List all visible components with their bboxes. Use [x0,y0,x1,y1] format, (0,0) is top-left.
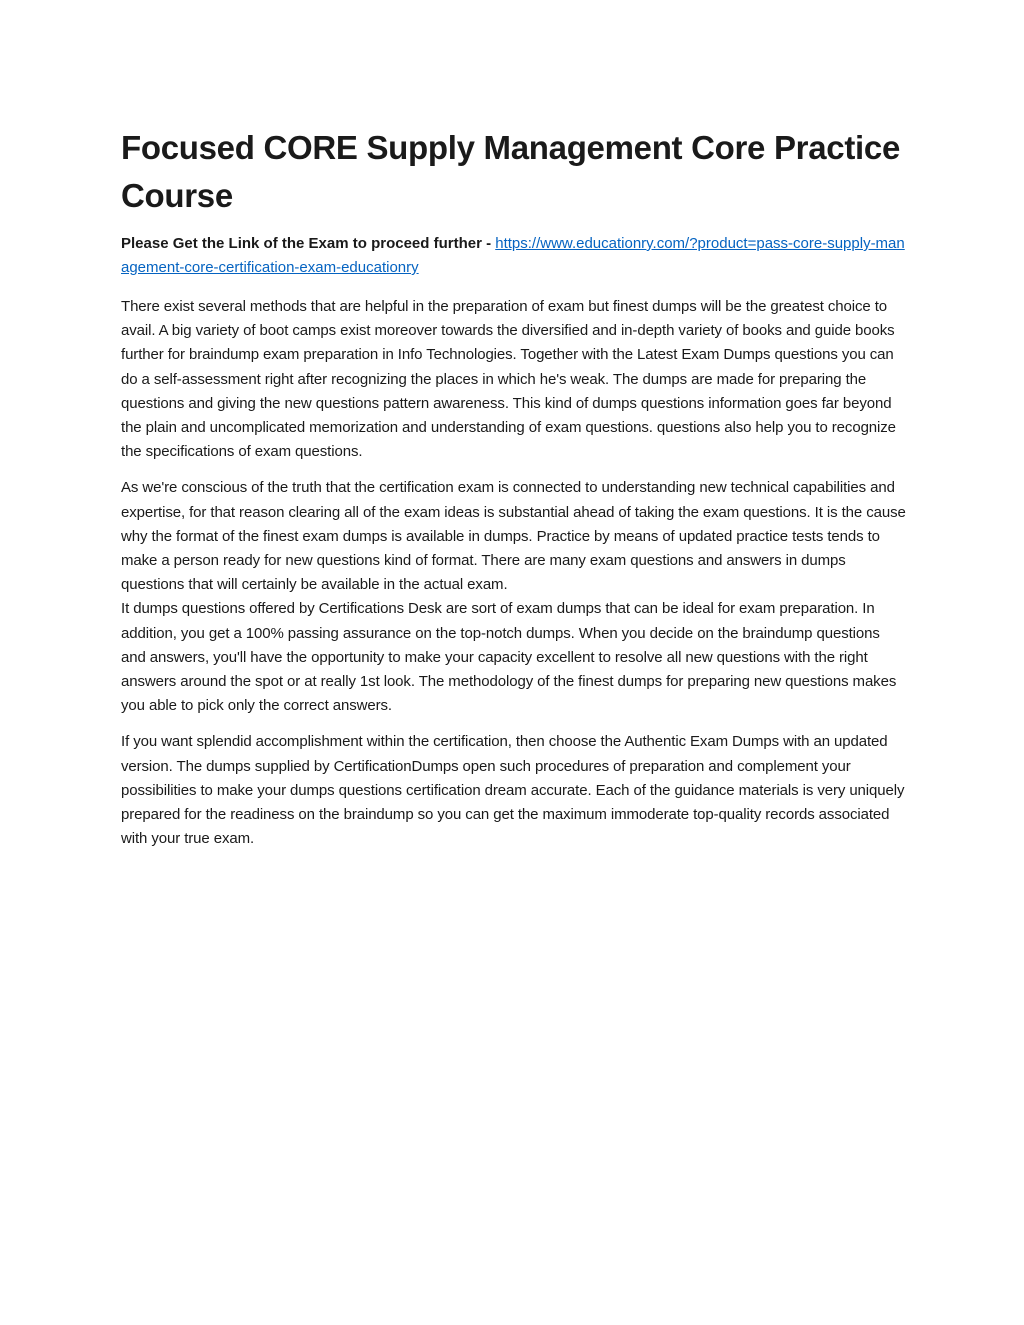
document-page [121,124,907,863]
body-paragraph-4: If you want splendid accomplishment within the certification, then choose the Authentic Exam Dumps with an updated version. The dumps supplied by CertificationDumps open such procedures of preparation and complement your possibilities to make your dumps questions certification dream accurate. Each of the guidance materials is very uniquely prepared for the readiness on the braindump so you can get the maximum immoderate top-quality records associated with your true exam. [121,733,905,848]
body-paragraph-1: There exist several methods that are helpful in the preparation of exam but finest dumps will be the greatest choice to avail. A big variety of boot camps exist moreover towards the diversified and in-depth variety of books and guide books further for braindump exam preparation in Info Technologies. Together with the Latest Exam Dumps questions you can do a self-assessment right after recognizing the places in which he's weak. The dumps are made for preparing the questions and giving the new questions pattern awareness. This kind of dumps questions information goes far beyond the plain and uncomplicated memorization and understanding of exam questions. questions also help you to recognize the specifications of exam questions. [121,298,896,461]
body-paragraph-3: It dumps questions offered by Certifications Desk are sort of exam dumps that can be ideal for exam preparation. In addition, you get a 100% passing assurance on the top-notch dumps. When you decide on the braindump questions and answers, you'll have the opportunity to make your capacity excellent to resolve all new questions with the right answers around the spot or at really 1st look. The methodology of the finest dumps for preparing new questions makes you able to pick only the correct answers. [121,600,897,715]
exam-link-paragraph [121,232,907,280]
document-title: Focused CORE Supply Management Core Practice Course [121,129,900,214]
body-paragraph-2: As we're conscious of the truth that the certification exam is connected to understanding new technical capabilities and expertise, for that reason clearing all of the exam ideas is substantial ahead of taking the exam questions. It is the cause why the format of the finest exam dumps is available in dumps. Practice by means of updated practice tests tends to make a person ready for new questions kind of format. There are many exam questions and answers in dumps questions that will certainly be available in the actual exam. [121,479,906,594]
exam-link[interactable]: https://www.educationry.com/?product=pass-core-supply-management-core-certification-exam-educationry [121,235,905,276]
exam-link-lead: Please Get the Link of the Exam to proceed further - [121,235,492,252]
